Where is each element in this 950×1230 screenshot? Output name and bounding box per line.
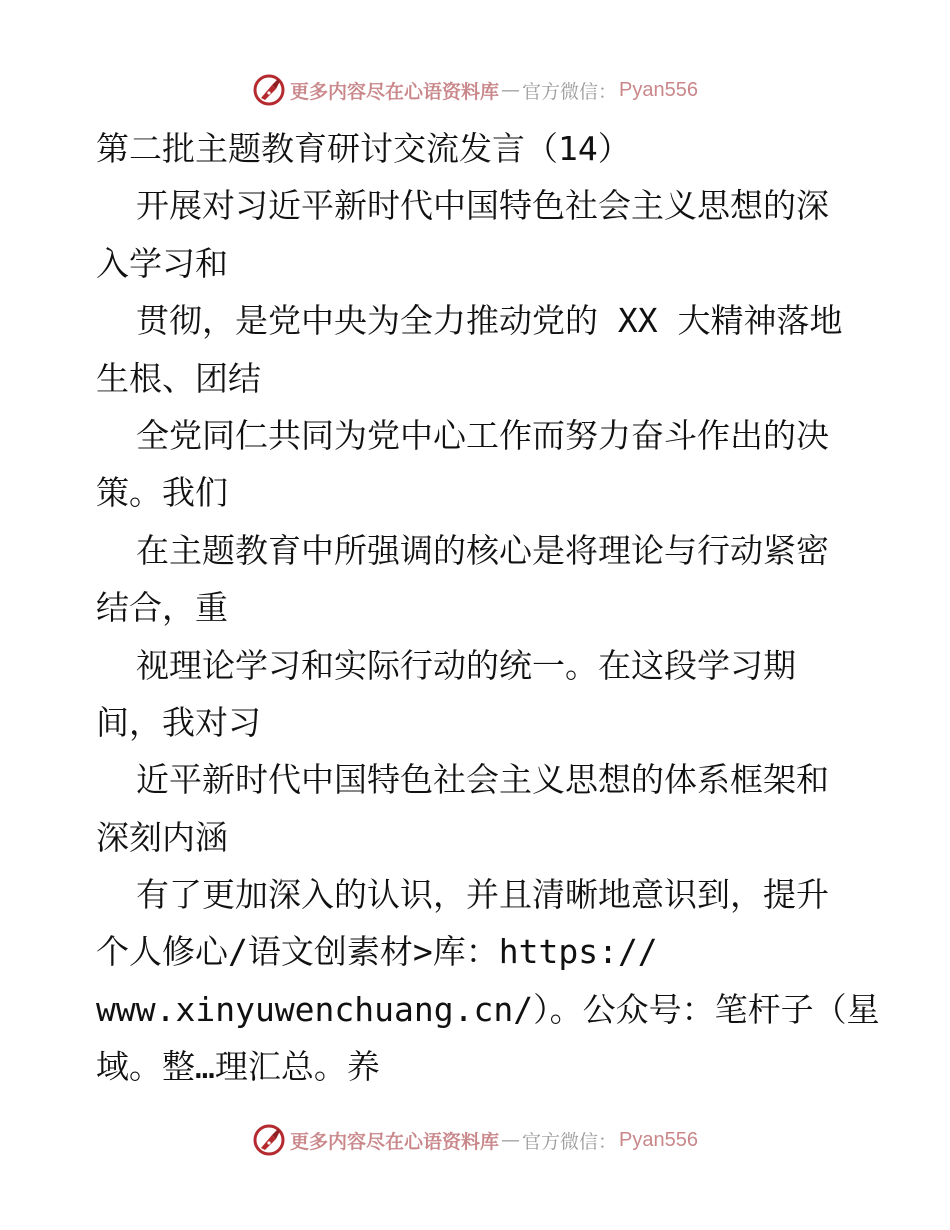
text-line: 策。我们	[96, 473, 228, 513]
text-line: 全党同仁共同为党中心工作而努力奋斗作出的决	[136, 415, 829, 455]
text-line: 个人修心/语文创素材>库：https://	[96, 932, 658, 972]
banner-wechat-id: Pyan556	[619, 1128, 698, 1151]
text-line: 近平新时代中国特色社会主义思想的体系框架和	[136, 760, 829, 800]
document-body	[96, 120, 880, 1096]
text-line: 视理论学习和实际行动的统一。在这段学习期	[136, 645, 796, 685]
pen-nib-logo-icon	[252, 73, 286, 107]
text-line: 深刻内涵	[96, 817, 228, 857]
text-line: 结合，重	[96, 588, 228, 628]
banner-separator: —	[501, 1129, 521, 1151]
text-line: 入学习和	[96, 243, 228, 283]
banner-separator: —	[501, 79, 521, 101]
text-line: 在主题教育中所强调的核心是将理论与行动紧密	[136, 530, 829, 570]
document-title: 第二批主题教育研讨交流发言（14）	[96, 129, 631, 168]
pen-nib-logo-icon	[252, 1123, 286, 1157]
text-line: 域。整…理汇总。养	[96, 1047, 380, 1087]
text-line: 贯彻，是党中央为全力推动党的 XX 大精神落地	[136, 301, 843, 341]
text-line: 生根、团结	[96, 358, 261, 398]
text-line: 有了更加深入的认识，并且清晰地意识到，提升	[136, 875, 829, 915]
text-line: 间，我对习	[96, 702, 261, 742]
banner-wechat-label: 官方微信：	[522, 1130, 618, 1153]
footer-watermark-banner	[0, 1120, 950, 1160]
banner-brand-text: 更多内容尽在心语资料库	[290, 1130, 500, 1153]
header-watermark-banner	[0, 70, 950, 110]
text-line: www.xinyuwenchuang.cn/）。公众号：笔杆子（星	[96, 989, 880, 1029]
banner-brand-text: 更多内容尽在心语资料库	[290, 80, 500, 103]
banner-wechat-id: Pyan556	[619, 78, 698, 101]
banner-wechat-label: 官方微信：	[522, 80, 618, 103]
text-line: 开展对习近平新时代中国特色社会主义思想的深	[136, 186, 829, 226]
